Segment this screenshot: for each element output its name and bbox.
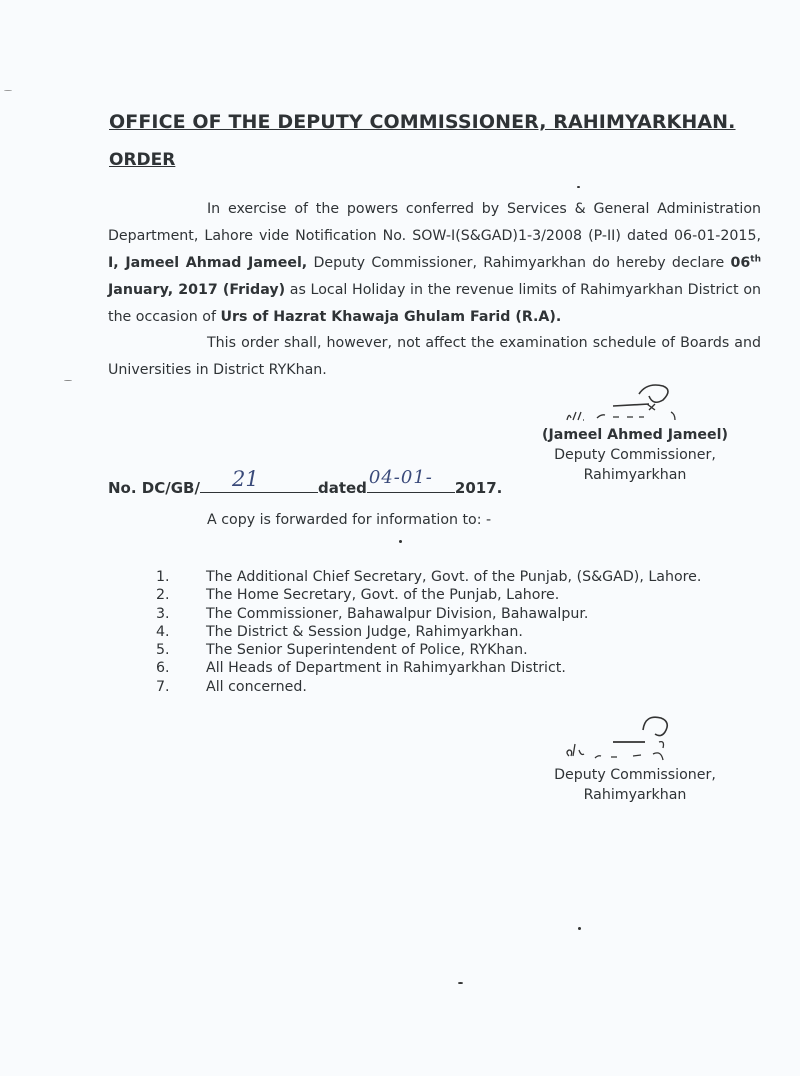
occasion-name: Urs of Hazrat Khawaja Ghulam Farid (R.A). [220, 309, 562, 325]
holiday-date: 06th January, 2017 (Friday) [108, 254, 761, 298]
list-item: 2. The Home Secretary, Govt. of the Punjab, Lahore. [156, 587, 560, 604]
scan-speck [577, 186, 580, 188]
list-item: 7. All concerned. [156, 678, 307, 695]
reference-number-field [200, 467, 318, 493]
signature-block-2 [520, 710, 750, 805]
order-title: ORDER [109, 150, 176, 170]
list-item: 3. The Commissioner, Bahawalpur Division, Bahawalpur. [156, 605, 589, 622]
office-header: OFFICE OF THE DEPUTY COMMISSIONER, RAHIMYARKHAN. [109, 111, 736, 133]
signatory-designation: Deputy Commissioner, [554, 767, 716, 783]
list-item: 4. The District & Session Judge, Rahimyarkhan. [156, 623, 523, 640]
order-paragraph-1 [108, 196, 761, 331]
scan-speck [4, 90, 12, 91]
date-field [367, 467, 455, 493]
signatory-name: (Jameel Ahmed Jameel) [542, 427, 728, 443]
handwritten-number: 21 [231, 467, 259, 491]
recipients-list [156, 568, 701, 696]
paragraph-text: as Local Holiday in the revenue limits of Rahimyarkhan District on the occasion of [108, 282, 761, 325]
list-item: 5. The Senior Superintendent of Police, RYKhan. [156, 642, 528, 659]
signature-block-1 [520, 380, 750, 485]
dated-label: dated [317, 479, 367, 497]
signatory-location: Rahimyarkhan [583, 467, 687, 483]
handwritten-date: 04-01- [368, 467, 433, 488]
scan-speck [578, 927, 581, 930]
declarant-name: I, Jameel Ahmad Jameel, [108, 255, 308, 271]
handwritten-signature-icon [535, 380, 735, 425]
list-item: 1. The Additional Chief Secretary, Govt. of the Punjab, (S&GAD), Lahore. [156, 569, 702, 585]
signatory-designation: Deputy Commissioner, [554, 447, 716, 463]
scan-speck [64, 380, 72, 381]
paragraph-text: Deputy Commissioner, Rahimyarkhan do hereby declare [307, 255, 731, 271]
scan-speck [458, 982, 463, 984]
signatory-location: Rahimyarkhan [583, 787, 687, 803]
reference-line [108, 467, 503, 497]
scan-speck [399, 540, 402, 543]
order-paragraph-2: This order shall, however, not affect the examination schedule of Boards and Universities in District RYKhan. [108, 335, 761, 378]
reference-prefix: No. DC/GB/ [108, 479, 200, 497]
handwritten-signature-icon [535, 710, 735, 765]
paragraph-text: In exercise of the powers conferred by Services & General Administration Department, Lahore vide Notification No. SOW-I(S&GAD)1-3/2008 (P-II) dated 06-01-2015, [108, 201, 761, 244]
list-item: 6. All Heads of Department in Rahimyarkhan District. [156, 660, 566, 677]
copy-forward-intro: A copy is forwarded for information to: - [207, 512, 492, 528]
reference-year: 2017. [454, 479, 503, 497]
